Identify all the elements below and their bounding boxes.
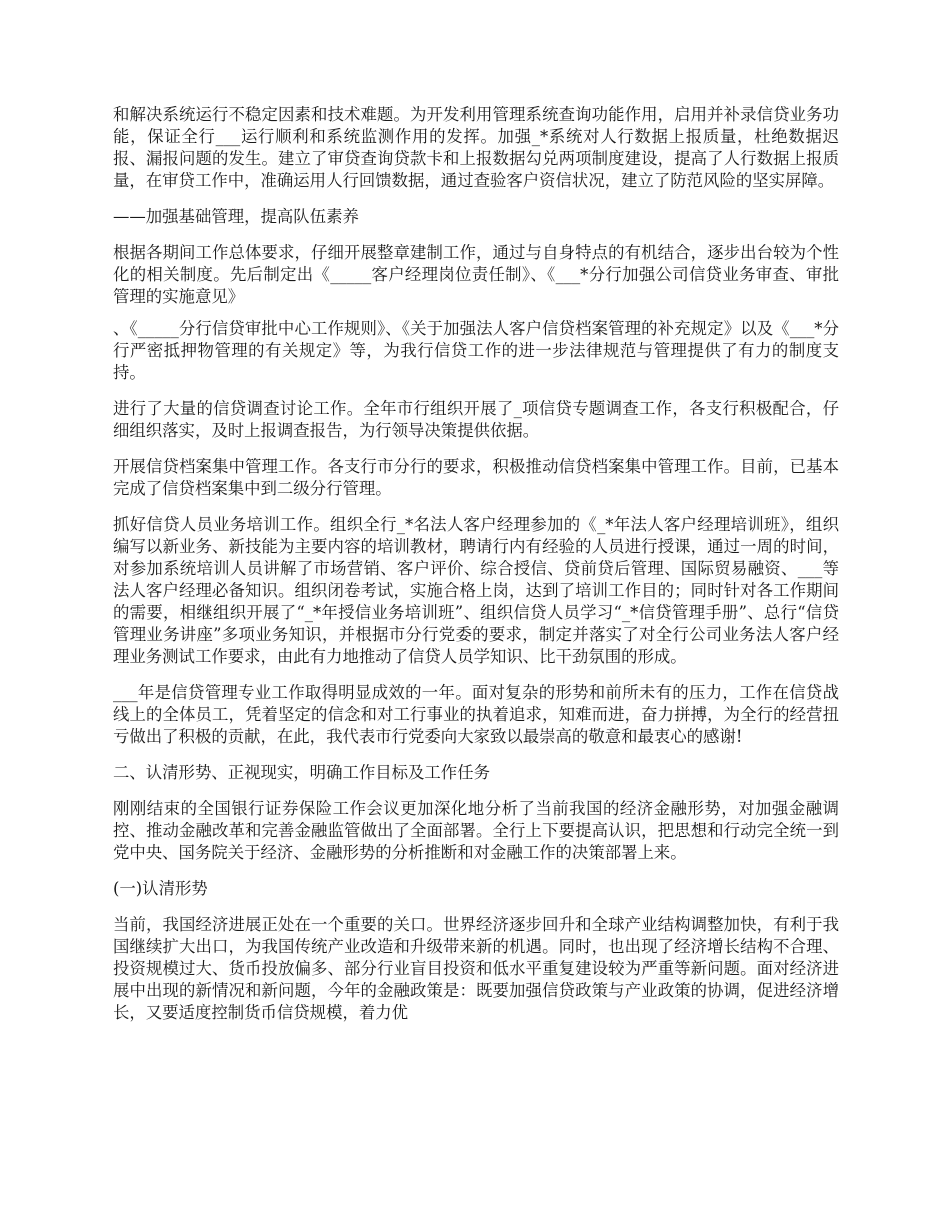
- heading-basic-management: ——加强基础管理，提高队伍素养: [113, 207, 359, 226]
- heading-section-two: 二、认清形势、正视现实，明确工作目标及工作任务: [113, 763, 490, 782]
- heading-recognize-situation: (一)认清形势: [113, 879, 208, 898]
- paragraph-economic-situation: 当前，我国经济进展正处在一个重要的关口。世界经济逐步回升和全球产业结构调整加快，有利于我国继续扩大出口，为我国传统产业改造和升级带来新的机遇。同时，也出现了经济增长结构不合理、投资规模过大、货币投放偏多、部分行业盲目投资和低水平重复建设较为严重等新问题。面对经济进展中出现的新情况和新问题，今年的金融政策是：既要加强信贷政策与产业政策的协调，促进经济增长，又要适度控制货币信贷规模，着力优: [113, 915, 839, 1022]
- paragraph-staff-training: 抓好信贷人员业务培训工作。组织全行_*名法人客户经理参加的《_*年法人客户经理培训班》，组织编写以新业务、新技能为主要内容的培训教材，聘请行内有经验的人员进行授课，通过一周的时间，对参加系统培训人员讲解了市场营销、客户评价、综合授信、贷前贷后管理、国际贸易融资、___等法人客户经理必备知识。组织闭卷考试，实施合格上岗，达到了培训工作目的；同时针对各工作期间的需要，相继组织开展了“_*年授信业务培训班”、组织信贷人员学习“_*信贷管理手册”、总行“信贷管理业务讲座”多项业务知识，并根据市分行党委的要求，制定并落实了对全行公司业务法人客户经理业务测试工作要求，由此有力地推动了信贷人员学知识、比干劲氛围的形成。: [113, 515, 839, 666]
- paragraph-annual-summary: ___年是信贷管理专业工作取得明显成效的一年。面对复杂的形势和前所未有的压力，工作在信贷战线上的全体员工，凭着坚定的信念和对工行事业的执着追求，知难而进，奋力拼搏，为全行的经营扭亏做出了积极的贡献，在此，我代表市行党委向大家致以最崇高的敬意和最衷心的感谢!: [113, 683, 839, 746]
- paragraph-regulations-continued: 、《_____分行信贷审批中心工作规则》、《关于加强法人客户信贷档案管理的补充规定》以及《___*分行严密抵押物管理的有关规定》等，为我行信贷工作的进一步法律规范与管理提供了有力的制度支持。: [113, 319, 839, 382]
- paragraph-system-operation: 和解决系统运行不稳定因素和技术难题。为开发利用管理系统查询功能作用，启用并补录信贷业务功能，保证全行___运行顺利和系统监测作用的发挥。加强_*系统对人行数据上报质量，杜绝数据迟报、漏报问题的发生。建立了审贷查询贷款卡和上报数据勾兑两项制度建设，提高了人行数据上报质量，在审贷工作中，准确运用人行回馈数据，通过查验客户资信状况，建立了防范风险的坚实屏障。: [113, 105, 839, 190]
- paragraph-archive-management: 开展信贷档案集中管理工作。各支行市分行的要求，积极推动信贷档案集中管理工作。目前，已基本完成了信贷档案集中到二级分行管理。: [113, 457, 839, 498]
- paragraph-credit-survey: 进行了大量的信贷调查讨论工作。全年市行组织开展了_项信贷专题调查工作，各支行积极配合，仔细组织落实，及时上报调查报告，为行领导决策提供依据。: [113, 399, 839, 440]
- paragraph-regulations: 根据各期间工作总体要求，仔细开展整章建制工作，通过与自身特点的有机结合，逐步出台较为个性化的相关制度。先后制定出《_____客户经理岗位责任制》、《___*分行加强公司信贷业务审查、审批管理的实施意见》: [113, 243, 839, 306]
- document-body: [113, 104, 839, 1038]
- paragraph-national-conference: 刚刚结束的全国银行证券保险工作会议更加深化地分析了当前我国的经济金融形势，对加强金融调控、推动金融改革和完善金融监管做出了全面部署。全行上下要提高认识，把思想和行动完全统一到党中央、国务院关于经济、金融形势的分析推断和对金融工作的决策部署上来。: [113, 799, 839, 862]
